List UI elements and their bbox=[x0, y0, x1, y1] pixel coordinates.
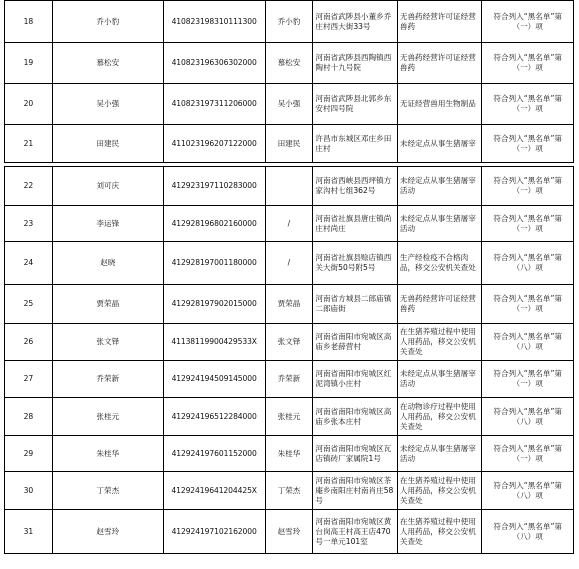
violation-cell: 无兽药经营许可证经营兽药 bbox=[397, 43, 481, 84]
row-number-cell: 27 bbox=[5, 361, 53, 398]
address-cell: 河南省南阳市宛城区高庙乡老薛营村 bbox=[313, 324, 397, 361]
id-number-cell: 41138119900429533X bbox=[163, 324, 265, 361]
table-row bbox=[5, 472, 574, 510]
row-number-cell: 25 bbox=[5, 285, 53, 324]
address-cell: 河南省社旗县唐庄镇尚庄村尚庄 bbox=[313, 206, 397, 242]
person-name-cell: 赵晓 bbox=[52, 242, 163, 285]
table-row bbox=[5, 285, 574, 324]
address-cell: 河南省武陟县西陶镇西陶村十九号院 bbox=[313, 43, 397, 84]
address-cell: 河南省南阳市宛城区黄台岗高王村高王店470号一单元101室 bbox=[313, 510, 397, 554]
id-number-cell: 412928197902015000 bbox=[163, 285, 265, 324]
id-number-cell: 412924197601152000 bbox=[163, 436, 265, 472]
row-number-cell: 28 bbox=[5, 398, 53, 436]
person-name-cell: 张文铎 bbox=[52, 324, 163, 361]
person-name-cell: 赵雪玲 bbox=[52, 510, 163, 554]
person-name-cell: 李运锋 bbox=[52, 206, 163, 242]
violation-cell: 在生猪养殖过程中使用人用药品，移交公安机关查处 bbox=[397, 510, 481, 554]
person-name-cell: 吴小强 bbox=[52, 84, 163, 125]
id-number-cell: 411023196207122000 bbox=[163, 125, 265, 163]
violation-cell: 无兽药经营许可证经营兽药 bbox=[397, 1, 481, 43]
row-number-cell: 21 bbox=[5, 125, 53, 163]
person-name-cell: 丁荣杰 bbox=[52, 472, 163, 510]
legal-representative-cell: 赵雪玲 bbox=[265, 510, 313, 554]
address-cell: 河南省社旗县赊店镇西关大街50号附5号 bbox=[313, 242, 397, 285]
violation-cell: 未经定点从事生猪屠宰活动 bbox=[397, 206, 481, 242]
legal-representative-cell: 吴小强 bbox=[265, 84, 313, 125]
violation-cell: 未经定点从事生猪屠宰活动 bbox=[397, 436, 481, 472]
legal-representative-cell: 田建民 bbox=[265, 125, 313, 163]
blacklist-table-bottom bbox=[4, 166, 574, 554]
id-number-cell: 412924194509145000 bbox=[163, 361, 265, 398]
person-name-cell: 乔小豹 bbox=[52, 1, 163, 43]
row-number-cell: 29 bbox=[5, 436, 53, 472]
legal-representative-cell bbox=[265, 167, 313, 206]
row-number-cell: 26 bbox=[5, 324, 53, 361]
address-cell: 河南省方城县二郎庙镇二郎庙街 bbox=[313, 285, 397, 324]
row-number-cell: 19 bbox=[5, 43, 53, 84]
table-row bbox=[5, 1, 574, 43]
violation-cell: 在动物诊疗过程中使用人用药品，移交公安机关查处 bbox=[397, 398, 481, 436]
blacklist-basis-cell: 符合列入“黑名单”第（一）项 bbox=[482, 285, 574, 324]
address-cell: 河南省武陟县北郭乡东安村四号院 bbox=[313, 84, 397, 125]
row-number-cell: 22 bbox=[5, 167, 53, 206]
legal-representative-cell: 朱桂华 bbox=[265, 436, 313, 472]
id-number-cell: 412924197102162000 bbox=[163, 510, 265, 554]
table-row bbox=[5, 436, 574, 472]
table-row bbox=[5, 84, 574, 125]
row-number-cell: 31 bbox=[5, 510, 53, 554]
table-row bbox=[5, 398, 574, 436]
blacklist-basis-cell: 符合列入“黑名单”第（一）项 bbox=[482, 43, 574, 84]
legal-representative-cell: 慕松安 bbox=[265, 43, 313, 84]
address-cell: 河南省西峡县西坪镇方家沟村七组362号 bbox=[313, 167, 397, 206]
row-number-cell: 23 bbox=[5, 206, 53, 242]
blacklist-basis-cell: 符合列入“黑名单”第（八）项 bbox=[482, 398, 574, 436]
row-number-cell: 30 bbox=[5, 472, 53, 510]
legal-representative-cell: 张桂元 bbox=[265, 398, 313, 436]
id-number-cell: 410823196306302000 bbox=[163, 43, 265, 84]
row-number-cell: 20 bbox=[5, 84, 53, 125]
id-number-cell: 412928197001180000 bbox=[163, 242, 265, 285]
blacklist-basis-cell: 符合列入“黑名单”第（八）项 bbox=[482, 242, 574, 285]
person-name-cell: 田建民 bbox=[52, 125, 163, 163]
row-number-cell: 18 bbox=[5, 1, 53, 43]
blacklist-basis-cell: 符合列入“黑名单”第（一）项 bbox=[482, 1, 574, 43]
address-cell: 河南省南阳市宛城区瓦店镇砖厂家属院1号 bbox=[313, 436, 397, 472]
blacklist-table-top bbox=[4, 0, 574, 163]
person-name-cell: 乔荣新 bbox=[52, 361, 163, 398]
blacklist-basis-cell: 符合列入“黑名单”第（八）项 bbox=[482, 324, 574, 361]
table-row bbox=[5, 43, 574, 84]
violation-cell: 未经定点从事生猪屠宰 bbox=[397, 125, 481, 163]
person-name-cell: 贾荣晶 bbox=[52, 285, 163, 324]
table-row bbox=[5, 510, 574, 554]
person-name-cell: 慕松安 bbox=[52, 43, 163, 84]
id-number-cell: 410823197311206000 bbox=[163, 84, 265, 125]
id-number-cell: 41292419641204425X bbox=[163, 472, 265, 510]
blacklist-basis-cell: 符合列入“黑名单”第（一）项 bbox=[482, 125, 574, 163]
id-number-cell: 412928196802160000 bbox=[163, 206, 265, 242]
person-name-cell: 朱桂华 bbox=[52, 436, 163, 472]
address-cell: 许昌市东城区邓庄乡田庄村 bbox=[313, 125, 397, 163]
violation-cell: 未经定点从事生猪屠宰活动 bbox=[397, 361, 481, 398]
table-row bbox=[5, 242, 574, 285]
table-row bbox=[5, 167, 574, 206]
id-number-cell: 410823198310111300 bbox=[163, 1, 265, 43]
blacklist-basis-cell: 符合列入“黑名单”第（一）项 bbox=[482, 206, 574, 242]
address-cell: 河南省南阳市宛城区茶庵乡南阳庄村南肖庄58号 bbox=[313, 472, 397, 510]
blacklist-basis-cell: 符合列入“黑名单”第（一）项 bbox=[482, 167, 574, 206]
row-number-cell: 24 bbox=[5, 242, 53, 285]
legal-representative-cell: / bbox=[265, 206, 313, 242]
violation-cell: 未经定点从事生猪屠宰活动 bbox=[397, 167, 481, 206]
violation-cell: 在生猪养殖过程中使用人用药品，移交公安机关查处 bbox=[397, 472, 481, 510]
address-cell: 河南省南阳市宛城区高庙乡张本庄村 bbox=[313, 398, 397, 436]
violation-cell: 在生猪养殖过程中使用人用药品，移交公安机关查处 bbox=[397, 324, 481, 361]
table-row bbox=[5, 125, 574, 163]
person-name-cell: 张桂元 bbox=[52, 398, 163, 436]
address-cell: 河南省武陟县小董乡乔庄村西大街33号 bbox=[313, 1, 397, 43]
address-cell: 河南省南阳市宛城区红泥湾镇小庄村 bbox=[313, 361, 397, 398]
person-name-cell: 刘可庆 bbox=[52, 167, 163, 206]
legal-representative-cell: 丁荣杰 bbox=[265, 472, 313, 510]
blacklist-basis-cell: 符合列入“黑名单”第（一）项 bbox=[482, 361, 574, 398]
blacklist-basis-cell: 符合列入“黑名单”第（一）项 bbox=[482, 436, 574, 472]
legal-representative-cell: 张文铎 bbox=[265, 324, 313, 361]
blacklist-basis-cell: 符合列入“黑名单”第（八）项 bbox=[482, 510, 574, 554]
table-row bbox=[5, 206, 574, 242]
id-number-cell: 412923197110283000 bbox=[163, 167, 265, 206]
legal-representative-cell: 乔荣新 bbox=[265, 361, 313, 398]
legal-representative-cell: 乔小豹 bbox=[265, 1, 313, 43]
blacklist-basis-cell: 符合列入“黑名单”第（八）项 bbox=[482, 472, 574, 510]
violation-cell: 生产经检疫不合格肉品，移交公安机关查处 bbox=[397, 242, 481, 285]
legal-representative-cell: / bbox=[265, 242, 313, 285]
blacklist-basis-cell: 符合列入“黑名单”第（一）项 bbox=[482, 84, 574, 125]
violation-cell: 无证经营兽用生物制品 bbox=[397, 84, 481, 125]
table-row bbox=[5, 361, 574, 398]
id-number-cell: 412924196512284000 bbox=[163, 398, 265, 436]
legal-representative-cell: 贾荣晶 bbox=[265, 285, 313, 324]
table-row bbox=[5, 324, 574, 361]
violation-cell: 无兽药经营许可证经营兽药 bbox=[397, 285, 481, 324]
